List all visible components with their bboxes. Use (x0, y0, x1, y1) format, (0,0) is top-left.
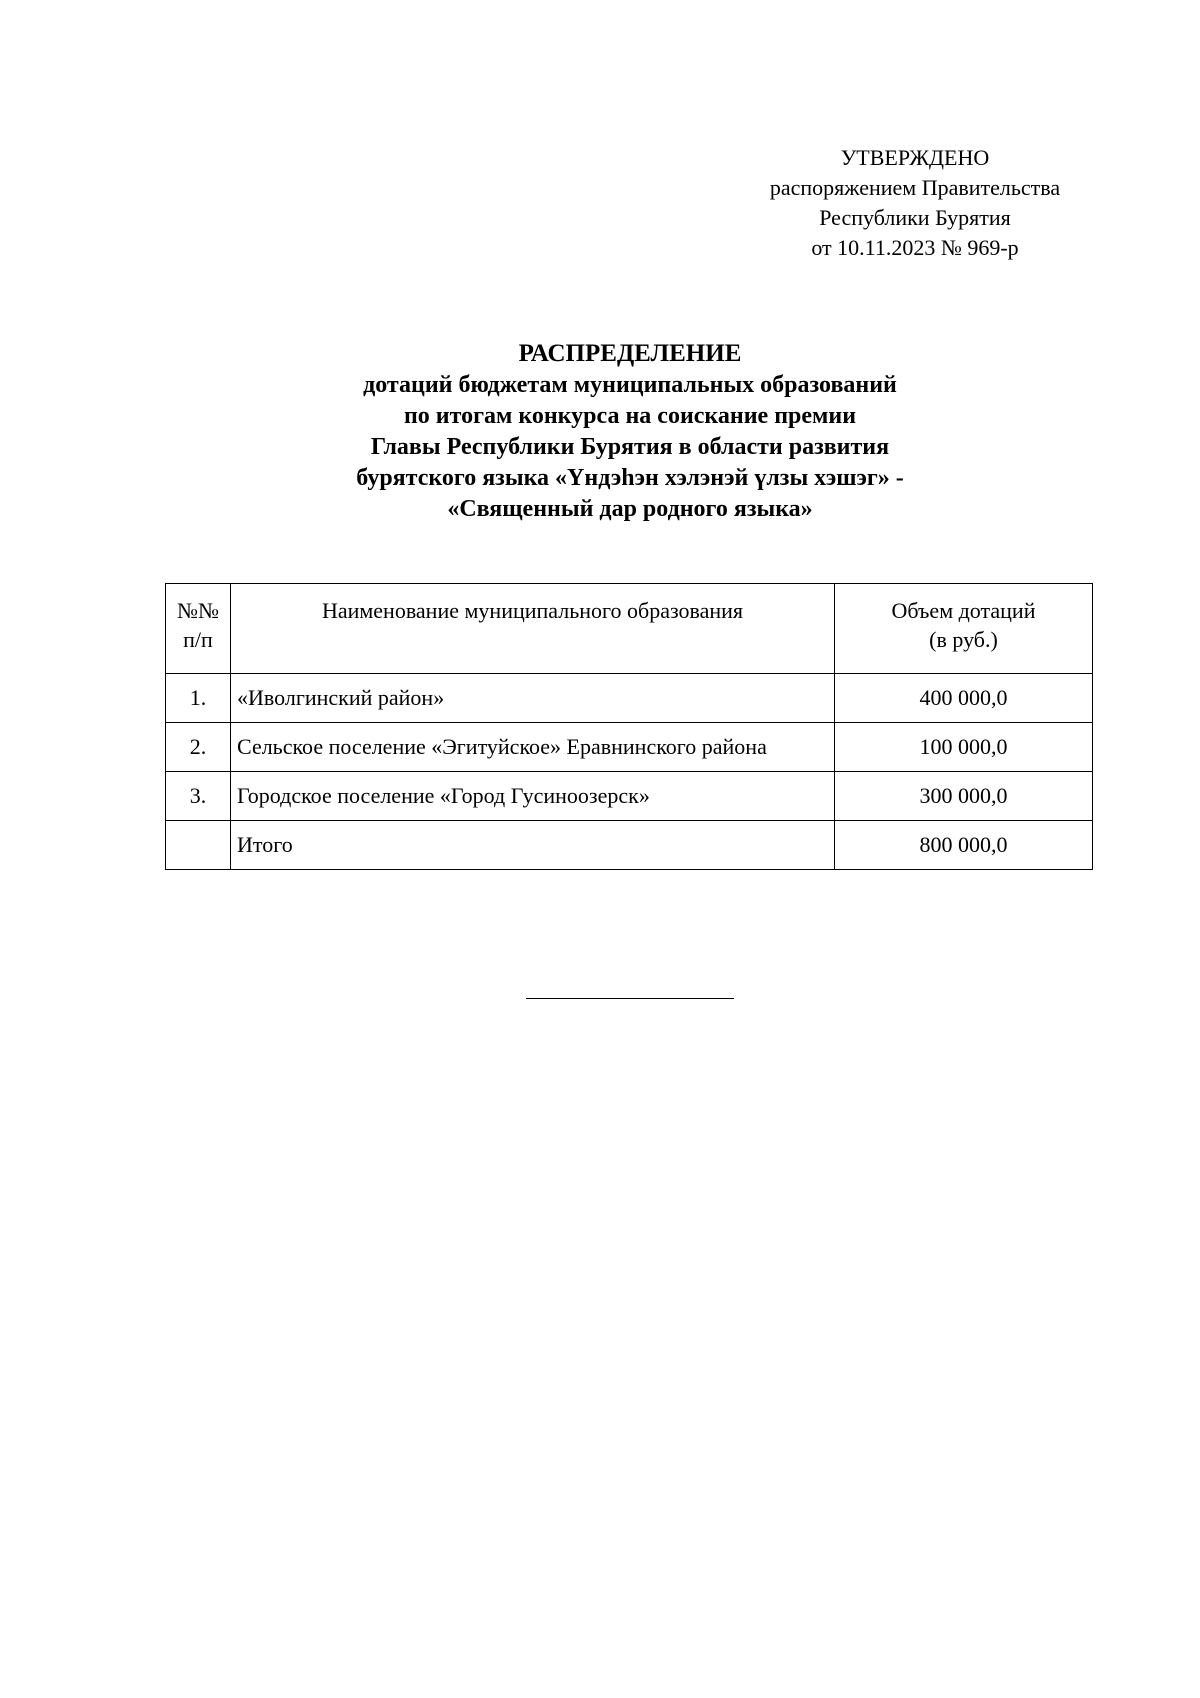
row-name: «Иволгинский район» (231, 674, 835, 723)
header-amount-line: Объем дотаций (891, 598, 1036, 623)
header-amount (835, 584, 1093, 674)
heading-line: по итогам конкурса на соискание премии (403, 403, 857, 429)
table-row (166, 772, 1093, 821)
heading-line: «Священный дар родного языка» (447, 496, 813, 522)
row-name: Сельское поселение «Эгитуйское» Еравнинского района (231, 723, 835, 772)
row-amount: 400 000,0 (835, 674, 1093, 723)
table-row (166, 723, 1093, 772)
header-number-line: №№ (177, 598, 219, 623)
table-header-row (166, 584, 1093, 674)
document-heading (150, 338, 1110, 525)
header-number (166, 584, 231, 674)
header-amount-line: (в руб.) (929, 627, 998, 652)
header-number-line: п/п (183, 627, 213, 652)
header-name: Наименование муниципального образования (231, 584, 835, 674)
distribution-table (165, 583, 1093, 870)
table-row (166, 674, 1093, 723)
approval-line: распоряжением Правительства (769, 175, 1061, 200)
approval-title: УТВЕРЖДЕНО (840, 145, 990, 170)
row-name: Городское поселение «Город Гусиноозерск» (231, 772, 835, 821)
table-total-row (166, 821, 1093, 870)
row-amount: 100 000,0 (835, 723, 1093, 772)
closing-divider (526, 998, 734, 999)
heading-line: дотаций бюджетам муниципальных образований (363, 372, 897, 398)
heading-line: Главы Республики Бурятия в области развития (370, 434, 890, 460)
row-number: 2. (166, 723, 231, 772)
approval-stamp (700, 143, 1130, 263)
heading-line: бурятского языка «Үндэһэн хэлэнэй үлзы хэшэг» - (356, 465, 904, 491)
approval-line: Республики Бурятия (819, 205, 1011, 230)
approval-date: от 10.11.2023 № 969-р (811, 235, 1019, 260)
total-label: Итого (231, 821, 835, 870)
row-number: 3. (166, 772, 231, 821)
row-number: 1. (166, 674, 231, 723)
row-amount: 300 000,0 (835, 772, 1093, 821)
total-number (166, 821, 231, 870)
total-amount: 800 000,0 (835, 821, 1093, 870)
document-title: РАСПРЕДЕЛЕНИЕ (518, 340, 742, 367)
